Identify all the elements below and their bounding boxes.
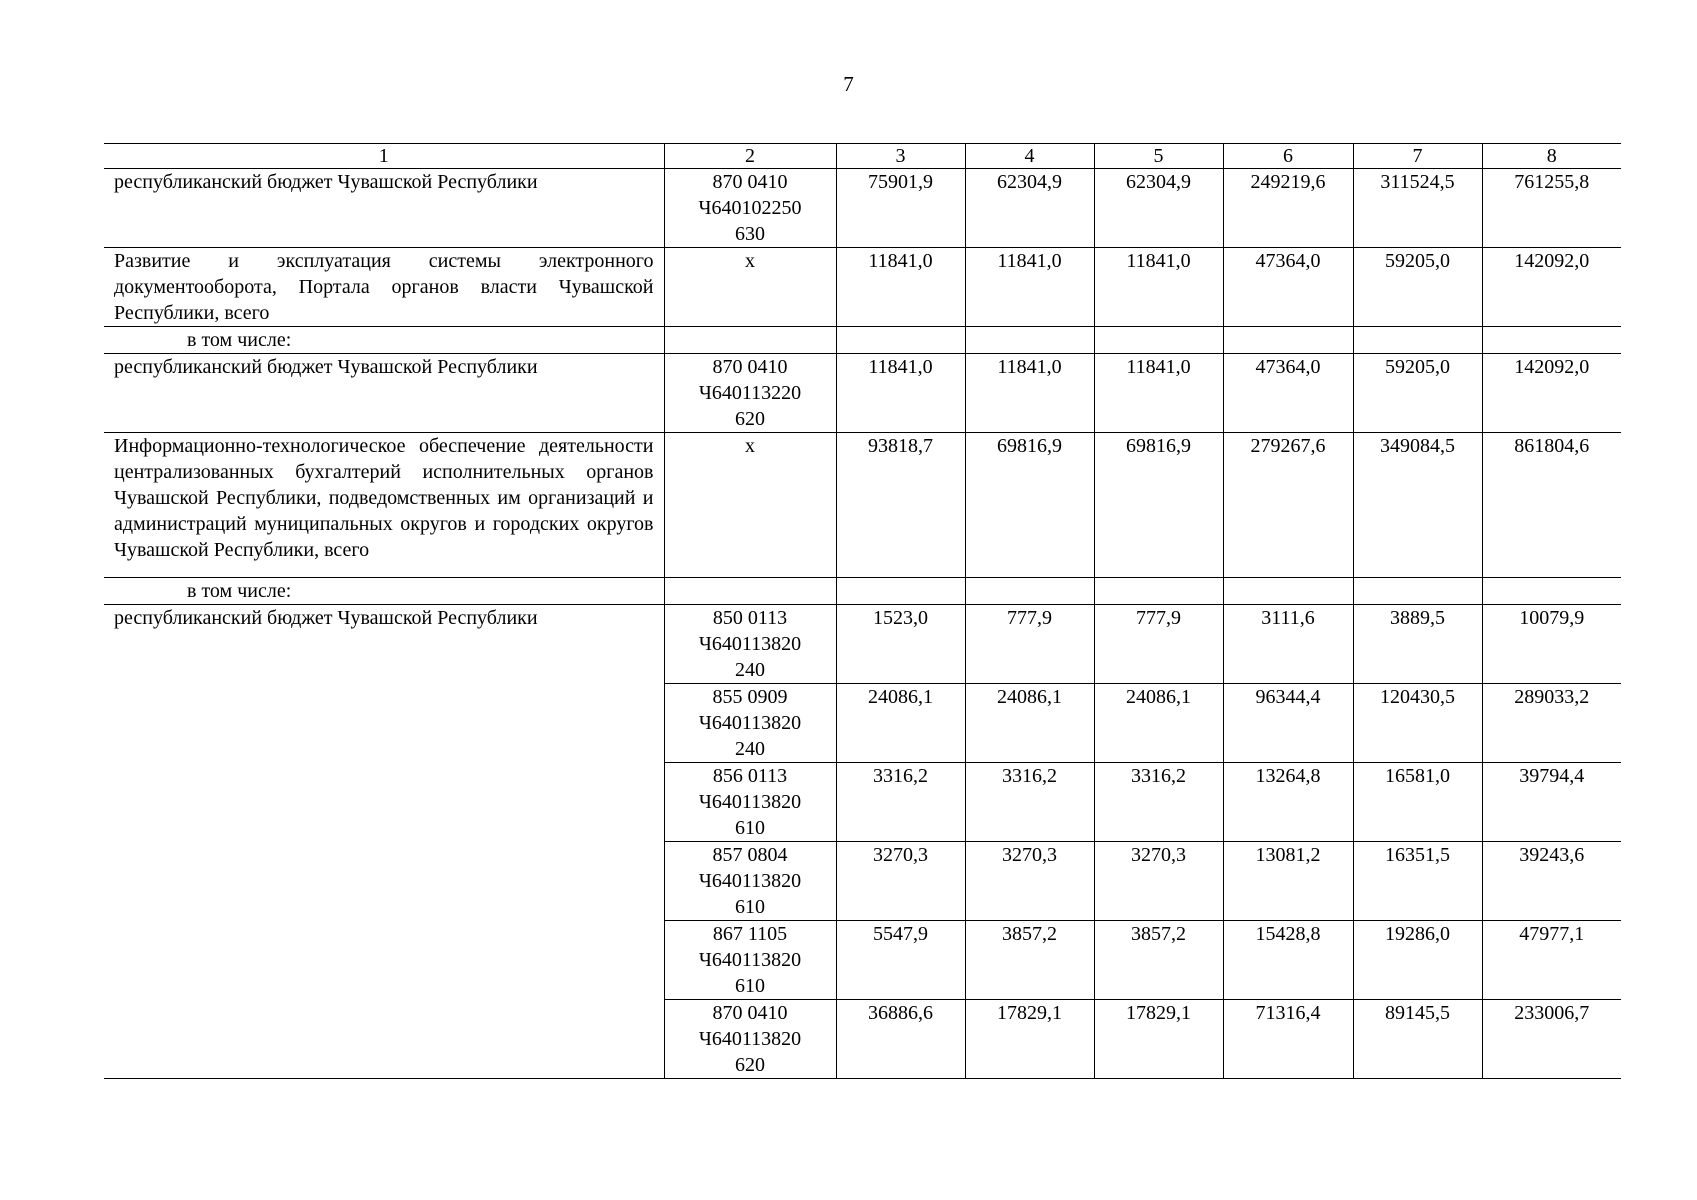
value-cell: 39243,6 bbox=[1482, 842, 1621, 921]
value-cell bbox=[1223, 578, 1353, 605]
budget-code-cell bbox=[664, 684, 836, 763]
budget-code-line: 870 0410 bbox=[712, 1002, 788, 1024]
value-cell: 13081,2 bbox=[1223, 842, 1353, 921]
value-cell: 11841,0 bbox=[1094, 354, 1223, 433]
value-cell: 3857,2 bbox=[965, 921, 1094, 1000]
value-cell: 36886,6 bbox=[836, 1000, 965, 1079]
value-cell: 11841,0 bbox=[965, 248, 1094, 327]
table-row bbox=[104, 169, 1621, 248]
budget-code-cell bbox=[664, 605, 836, 684]
value-cell: 777,9 bbox=[1094, 605, 1223, 684]
budget-code-cell bbox=[664, 921, 836, 1000]
value-cell bbox=[1353, 327, 1482, 354]
value-cell bbox=[1223, 327, 1353, 354]
value-cell: 3270,3 bbox=[965, 842, 1094, 921]
value-cell: 24086,1 bbox=[836, 684, 965, 763]
budget-code-cell bbox=[664, 842, 836, 921]
value-cell: 89145,5 bbox=[1353, 1000, 1482, 1079]
value-cell: 142092,0 bbox=[1482, 248, 1621, 327]
value-cell: 59205,0 bbox=[1353, 354, 1482, 433]
value-cell: 279267,6 bbox=[1223, 433, 1353, 578]
budget-code-line: Ч640113820 bbox=[698, 712, 802, 734]
budget-code-line: 856 0113 bbox=[712, 765, 788, 787]
budget-code-cell bbox=[664, 354, 836, 433]
value-cell: 1523,0 bbox=[836, 605, 965, 684]
value-cell: 861804,6 bbox=[1482, 433, 1621, 578]
budget-code-line: 610 bbox=[735, 817, 765, 839]
column-number: 8 bbox=[1482, 144, 1621, 169]
budget-code-line: Ч640113820 bbox=[698, 870, 802, 892]
value-cell bbox=[1094, 327, 1223, 354]
value-cell: 3111,6 bbox=[1223, 605, 1353, 684]
value-cell: 16351,5 bbox=[1353, 842, 1482, 921]
budget-code-line: 620 bbox=[735, 408, 765, 430]
value-cell: 3270,3 bbox=[1094, 842, 1223, 921]
row-name-cell: республиканский бюджет Чувашской Республики bbox=[104, 605, 664, 1079]
budget-code-line: Ч640102250 bbox=[698, 197, 802, 219]
value-cell: 13264,8 bbox=[1223, 763, 1353, 842]
budget-code-line: x bbox=[745, 435, 755, 457]
value-cell: 93818,7 bbox=[836, 433, 965, 578]
column-number: 3 bbox=[836, 144, 965, 169]
table-row bbox=[104, 248, 1621, 327]
budget-code-line: 870 0410 bbox=[712, 171, 788, 193]
value-cell bbox=[836, 578, 965, 605]
row-name-cell: республиканский бюджет Чувашской Республики bbox=[104, 354, 664, 433]
row-name-cell: Информационно-технологическое обеспечение деятельности централизованных бухгалтерий исполнительных органов Чувашской Республики, подведомственных им организаций и администраций муниципальных округов и городских округов Чувашской Республики, всего bbox=[104, 433, 664, 578]
table-row bbox=[104, 433, 1621, 578]
value-cell: 5547,9 bbox=[836, 921, 965, 1000]
value-cell: 311524,5 bbox=[1353, 169, 1482, 248]
budget-code-line: 867 1105 bbox=[712, 923, 788, 945]
value-cell bbox=[1482, 327, 1621, 354]
value-cell: 11841,0 bbox=[836, 354, 965, 433]
column-number-row bbox=[104, 144, 1621, 169]
value-cell: 3889,5 bbox=[1353, 605, 1482, 684]
row-name-cell: в том числе: bbox=[104, 578, 664, 605]
value-cell: 233006,7 bbox=[1482, 1000, 1621, 1079]
value-cell: 96344,4 bbox=[1223, 684, 1353, 763]
budget-code-cell bbox=[664, 327, 836, 354]
value-cell: 19286,0 bbox=[1353, 921, 1482, 1000]
row-name-cell: в том числе: bbox=[104, 327, 664, 354]
value-cell bbox=[1482, 578, 1621, 605]
page-number: 7 bbox=[843, 72, 854, 96]
value-cell: 3270,3 bbox=[836, 842, 965, 921]
value-cell: 24086,1 bbox=[965, 684, 1094, 763]
budget-code-line: 610 bbox=[735, 975, 765, 997]
value-cell: 3316,2 bbox=[965, 763, 1094, 842]
value-cell: 10079,9 bbox=[1482, 605, 1621, 684]
value-cell: 47977,1 bbox=[1482, 921, 1621, 1000]
budget-code-line: 620 bbox=[735, 1054, 765, 1076]
value-cell: 62304,9 bbox=[965, 169, 1094, 248]
budget-code-line: 240 bbox=[735, 659, 765, 681]
value-cell: 59205,0 bbox=[1353, 248, 1482, 327]
column-number: 2 bbox=[664, 144, 836, 169]
row-name-cell: республиканский бюджет Чувашской Республики bbox=[104, 169, 664, 248]
value-cell: 120430,5 bbox=[1353, 684, 1482, 763]
value-cell: 62304,9 bbox=[1094, 169, 1223, 248]
column-number: 5 bbox=[1094, 144, 1223, 169]
budget-code-line: x bbox=[745, 250, 755, 272]
column-number: 4 bbox=[965, 144, 1094, 169]
table-row bbox=[104, 354, 1621, 433]
budget-code-cell bbox=[664, 763, 836, 842]
value-cell: 75901,9 bbox=[836, 169, 965, 248]
budget-table bbox=[104, 143, 1621, 1079]
budget-code-cell bbox=[664, 169, 836, 248]
value-cell: 11841,0 bbox=[1094, 248, 1223, 327]
table-row bbox=[104, 578, 1621, 605]
value-cell: 289033,2 bbox=[1482, 684, 1621, 763]
value-cell: 69816,9 bbox=[1094, 433, 1223, 578]
budget-code-line: 610 bbox=[735, 896, 765, 918]
budget-code-line: 857 0804 bbox=[712, 844, 788, 866]
value-cell: 349084,5 bbox=[1353, 433, 1482, 578]
value-cell bbox=[1353, 578, 1482, 605]
budget-code-line: Ч640113220 bbox=[698, 382, 802, 404]
value-cell: 16581,0 bbox=[1353, 763, 1482, 842]
value-cell: 3857,2 bbox=[1094, 921, 1223, 1000]
budget-code-cell bbox=[664, 433, 836, 578]
value-cell: 17829,1 bbox=[965, 1000, 1094, 1079]
value-cell: 777,9 bbox=[965, 605, 1094, 684]
value-cell bbox=[965, 578, 1094, 605]
table-row bbox=[104, 327, 1621, 354]
column-number: 7 bbox=[1353, 144, 1482, 169]
budget-code-line: 630 bbox=[735, 223, 765, 245]
budget-code-line: Ч640113820 bbox=[698, 791, 802, 813]
value-cell: 3316,2 bbox=[1094, 763, 1223, 842]
row-name-cell: Развитие и эксплуатация системы электронного документооборота, Портала органов власти Чувашской Республики, всего bbox=[104, 248, 664, 327]
value-cell bbox=[965, 327, 1094, 354]
budget-code-line: Ч640113820 bbox=[698, 633, 802, 655]
column-number: 1 bbox=[104, 144, 664, 169]
value-cell: 761255,8 bbox=[1482, 169, 1621, 248]
value-cell: 17829,1 bbox=[1094, 1000, 1223, 1079]
value-cell: 11841,0 bbox=[965, 354, 1094, 433]
budget-code-line: Ч640113820 bbox=[698, 1028, 802, 1050]
value-cell: 47364,0 bbox=[1223, 248, 1353, 327]
budget-code-cell bbox=[664, 578, 836, 605]
budget-code-line: Ч640113820 bbox=[698, 949, 802, 971]
budget-code-line: 850 0113 bbox=[712, 607, 788, 629]
value-cell: 11841,0 bbox=[836, 248, 965, 327]
value-cell: 15428,8 bbox=[1223, 921, 1353, 1000]
budget-code-line: 870 0410 bbox=[712, 356, 788, 378]
value-cell: 249219,6 bbox=[1223, 169, 1353, 248]
budget-code-line: 240 bbox=[735, 738, 765, 760]
value-cell: 39794,4 bbox=[1482, 763, 1621, 842]
budget-code-cell bbox=[664, 248, 836, 327]
budget-code-cell bbox=[664, 1000, 836, 1079]
value-cell bbox=[1094, 578, 1223, 605]
value-cell: 142092,0 bbox=[1482, 354, 1621, 433]
value-cell: 71316,4 bbox=[1223, 1000, 1353, 1079]
budget-code-line: 855 0909 bbox=[712, 686, 788, 708]
column-number: 6 bbox=[1223, 144, 1353, 169]
table-row bbox=[104, 605, 1621, 684]
value-cell bbox=[836, 327, 965, 354]
value-cell: 69816,9 bbox=[965, 433, 1094, 578]
value-cell: 24086,1 bbox=[1094, 684, 1223, 763]
value-cell: 3316,2 bbox=[836, 763, 965, 842]
value-cell: 47364,0 bbox=[1223, 354, 1353, 433]
